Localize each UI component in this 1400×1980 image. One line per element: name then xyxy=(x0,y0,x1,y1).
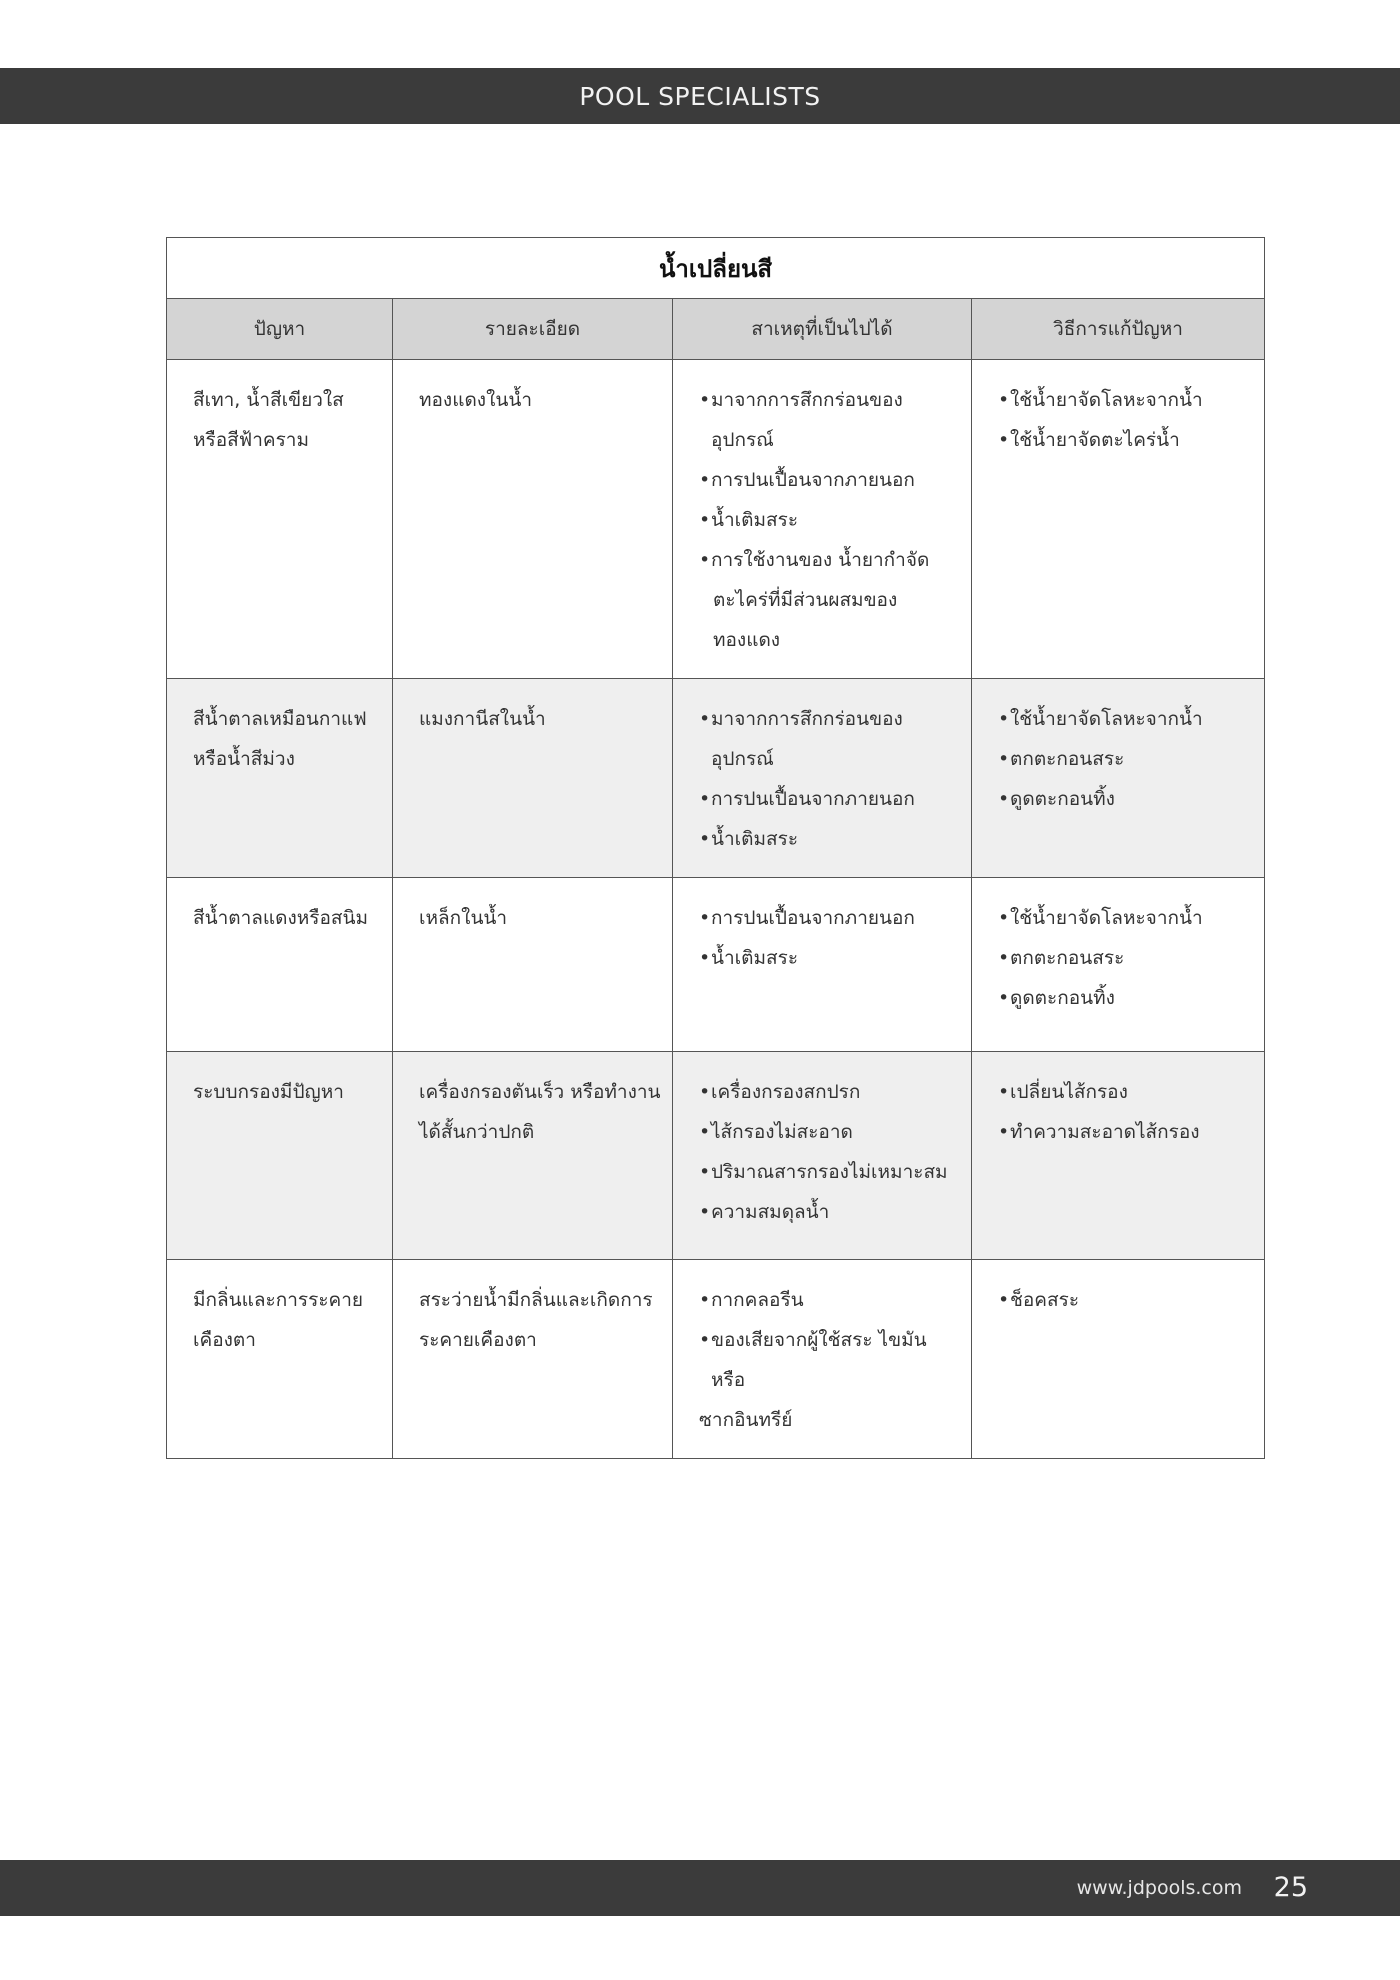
cause-item-continuation: ตะไคร่ที่มีส่วนผสมของทองแดง xyxy=(713,589,898,651)
column-header-causes: สาเหตุที่เป็นไปได้ xyxy=(673,299,972,360)
table-row xyxy=(167,1052,1265,1260)
detail-cell xyxy=(393,878,673,1052)
solutions-list xyxy=(998,380,1254,460)
solution-item: • ดูดตะกอนทิ้ง xyxy=(998,779,1254,819)
cause-item: • เครื่องกรองสกปรก xyxy=(699,1072,961,1112)
cause-item: • น้ำเติมสระ xyxy=(699,938,961,978)
cause-item: • ไส้กรองไม่สะอาด xyxy=(699,1112,961,1152)
causes-list xyxy=(699,380,961,660)
detail-line: สระว่ายน้ำมีกลิ่นและเกิดการ xyxy=(419,1289,653,1311)
solution-item: • ใช้น้ำยาจัดโลหะจากน้ำ xyxy=(998,898,1254,938)
cause-item: • การปนเปื้อนจากภายนอก xyxy=(699,460,961,500)
solutions-list xyxy=(998,1072,1254,1152)
problem-line: หรือน้ำสีม่วง xyxy=(193,748,295,770)
table-row xyxy=(167,878,1265,1052)
solutions-cell xyxy=(972,1052,1265,1260)
detail-line: แมงกานีสในน้ำ xyxy=(419,708,546,730)
cause-item: • กากคลอรีน xyxy=(699,1280,961,1320)
header-title: POOL SPECIALISTS xyxy=(579,81,821,111)
detail-line: ทองแดงในน้ำ xyxy=(419,389,532,411)
cause-item: • น้ำเติมสระ xyxy=(699,819,961,859)
problem-cell xyxy=(167,1052,393,1260)
problem-line: หรือสีฟ้าคราม xyxy=(193,429,309,451)
troubleshooting-table xyxy=(166,237,1265,1459)
table-header-row xyxy=(167,299,1265,360)
causes-list xyxy=(699,699,961,859)
solution-item: • ตกตะกอนสระ xyxy=(998,938,1254,978)
cause-item: • มาจากการสึกกร่อนของอุปกรณ์ xyxy=(699,380,961,460)
causes-cell xyxy=(673,878,972,1052)
problem-cell xyxy=(167,679,393,878)
cause-item: • น้ำเติมสระ xyxy=(699,500,961,540)
detail-cell xyxy=(393,679,673,878)
problem-line: สีน้ำตาลเหมือนกาแฟ xyxy=(193,708,367,730)
table-row xyxy=(167,679,1265,878)
column-header-problem: ปัญหา xyxy=(167,299,393,360)
cause-item: • มาจากการสึกกร่อนของอุปกรณ์ xyxy=(699,699,961,779)
solutions-cell xyxy=(972,878,1265,1052)
table-row xyxy=(167,360,1265,679)
detail-line: เหล็กในน้ำ xyxy=(419,907,508,929)
detail-cell xyxy=(393,360,673,679)
cause-item: • การใช้งานของ น้ำยากำจัด xyxy=(699,540,961,580)
table-row xyxy=(167,1260,1265,1459)
solution-item: • ทำความสะอาดไส้กรอง xyxy=(998,1112,1254,1152)
problem-line: สีเทา, น้ำสีเขียวใส xyxy=(193,389,344,411)
solutions-cell xyxy=(972,679,1265,878)
solution-item: • เปลี่ยนไส้กรอง xyxy=(998,1072,1254,1112)
cause-item: • ปริมาณสารกรองไม่เหมาะสม xyxy=(699,1152,961,1192)
table-title: น้ำเปลี่ยนสี xyxy=(167,238,1265,299)
causes-list xyxy=(699,898,961,978)
cause-item: • การปนเปื้อนจากภายนอก xyxy=(699,898,961,938)
table-title-row xyxy=(167,238,1265,299)
solution-item: • ช็อคสระ xyxy=(998,1280,1254,1320)
causes-list xyxy=(699,1072,961,1232)
detail-cell xyxy=(393,1260,673,1459)
header-bar xyxy=(0,68,1400,124)
problem-line: ระบบกรองมีปัญหา xyxy=(193,1081,344,1103)
problem-cell xyxy=(167,360,393,679)
causes-cell xyxy=(673,1052,972,1260)
problem-line: เคืองตา xyxy=(193,1329,256,1351)
problem-cell xyxy=(167,878,393,1052)
detail-line: เครื่องกรองตันเร็ว หรือทำงาน xyxy=(419,1081,661,1103)
causes-cell xyxy=(673,1260,972,1459)
solutions-list xyxy=(998,898,1254,1018)
column-header-solutions: วิธีการแก้ปัญหา xyxy=(972,299,1265,360)
cause-item: • ของเสียจากผู้ใช้สระ ไขมัน หรือ xyxy=(699,1320,961,1400)
page-number: 25 xyxy=(1273,1872,1308,1903)
cause-item-continuation: ซากอินทรีย์ xyxy=(699,1409,793,1431)
footer-bar xyxy=(0,1860,1400,1916)
detail-line: ระคายเคืองตา xyxy=(419,1329,537,1351)
cause-item: • ความสมดุลน้ำ xyxy=(699,1192,961,1232)
solution-item: • ดูดตะกอนทิ้ง xyxy=(998,978,1254,1018)
solution-item: • ตกตะกอนสระ xyxy=(998,739,1254,779)
website-link[interactable]: www.jdpools.com xyxy=(1076,1877,1242,1899)
solutions-list xyxy=(998,699,1254,819)
cause-item: • การปนเปื้อนจากภายนอก xyxy=(699,779,961,819)
problem-cell xyxy=(167,1260,393,1459)
solutions-cell xyxy=(972,360,1265,679)
detail-line: ได้สั้นกว่าปกติ xyxy=(419,1121,535,1143)
solution-item: • ใช้น้ำยาจัดโลหะจากน้ำ xyxy=(998,699,1254,739)
solution-item: • ใช้น้ำยาจัดโลหะจากน้ำ xyxy=(998,380,1254,420)
causes-list xyxy=(699,1280,961,1400)
causes-cell xyxy=(673,679,972,878)
causes-cell xyxy=(673,360,972,679)
solutions-cell xyxy=(972,1260,1265,1459)
solutions-list xyxy=(998,1280,1254,1320)
detail-cell xyxy=(393,1052,673,1260)
solution-item: • ใช้น้ำยาจัดตะไคร่น้ำ xyxy=(998,420,1254,460)
column-header-detail: รายละเอียด xyxy=(393,299,673,360)
problem-line: สีน้ำตาลแดงหรือสนิม xyxy=(193,907,369,929)
troubleshooting-table-container xyxy=(166,237,1264,1459)
problem-line: มีกลิ่นและการระคาย xyxy=(193,1289,364,1311)
